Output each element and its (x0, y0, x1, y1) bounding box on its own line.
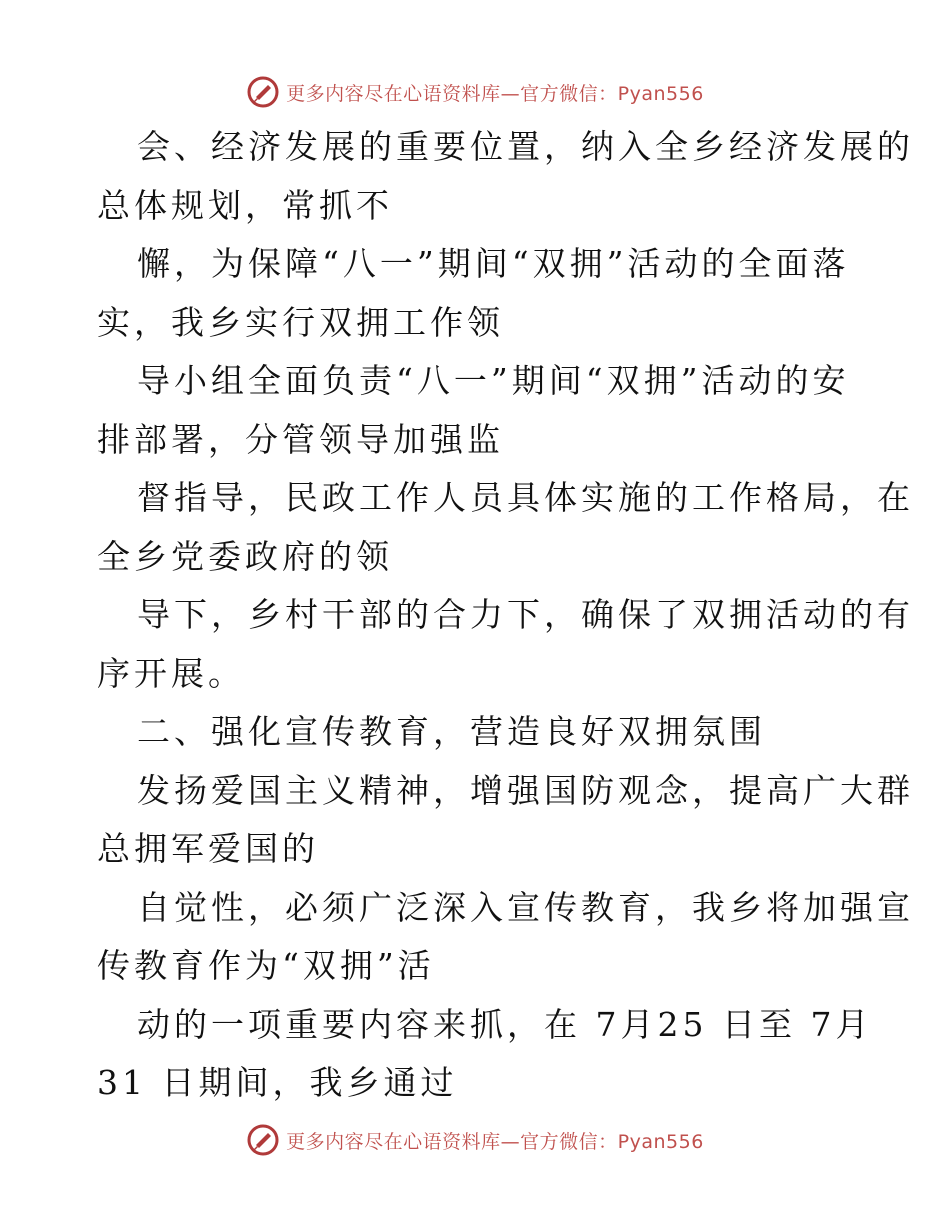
logo-icon (246, 1123, 280, 1157)
text-line: 总拥军爱国的 (97, 829, 319, 868)
footer-banner (0, 1120, 950, 1160)
footer-banner-text: 更多内容尽在心语资料库—官方微信：Pyan556 (286, 1130, 704, 1153)
text-line: 31 日期间，我乡通过 (97, 1063, 458, 1102)
text-line: 会、经济发展的重要位置，纳入全乡经济发展的 (137, 127, 914, 166)
document-body (97, 118, 914, 1113)
text-line: 导下，乡村干部的合力下，确保了双拥活动的有 (137, 595, 914, 634)
text-line: 全乡党委政府的领 (97, 536, 393, 576)
text-line: 总体规划，常抓不 (97, 185, 393, 225)
text-line: 督指导，民政工作人员具体实施的工作格局，在 (137, 478, 914, 517)
text-line: 导小组全面负责“八一”期间“双拥”活动的安 (137, 361, 850, 400)
text-line: 动的一项重要内容来抓，在 7月25 日至 7月 (137, 1004, 873, 1044)
text-line: 懈，为保障“八一”期间“双拥”活动的全面落 (137, 244, 850, 283)
text-line: 自觉性，必须广泛深入宣传教育，我乡将加强宣 (137, 887, 914, 927)
text-line: 发扬爱国主义精神，增强国防观念，提高广大群 (137, 770, 914, 810)
text-line: 传教育作为“双拥”活 (97, 946, 435, 985)
header-banner-text: 更多内容尽在心语资料库—官方微信：Pyan556 (286, 82, 704, 105)
text-line: 序开展。 (97, 653, 245, 693)
logo-icon (246, 75, 280, 109)
text-line: 排部署，分管领导加强监 (97, 419, 504, 459)
section-heading: 二、强化宣传教育，营造良好双拥氛围 (137, 712, 766, 751)
text-line: 实，我乡实行双拥工作领 (97, 302, 504, 342)
header-banner (0, 72, 950, 112)
